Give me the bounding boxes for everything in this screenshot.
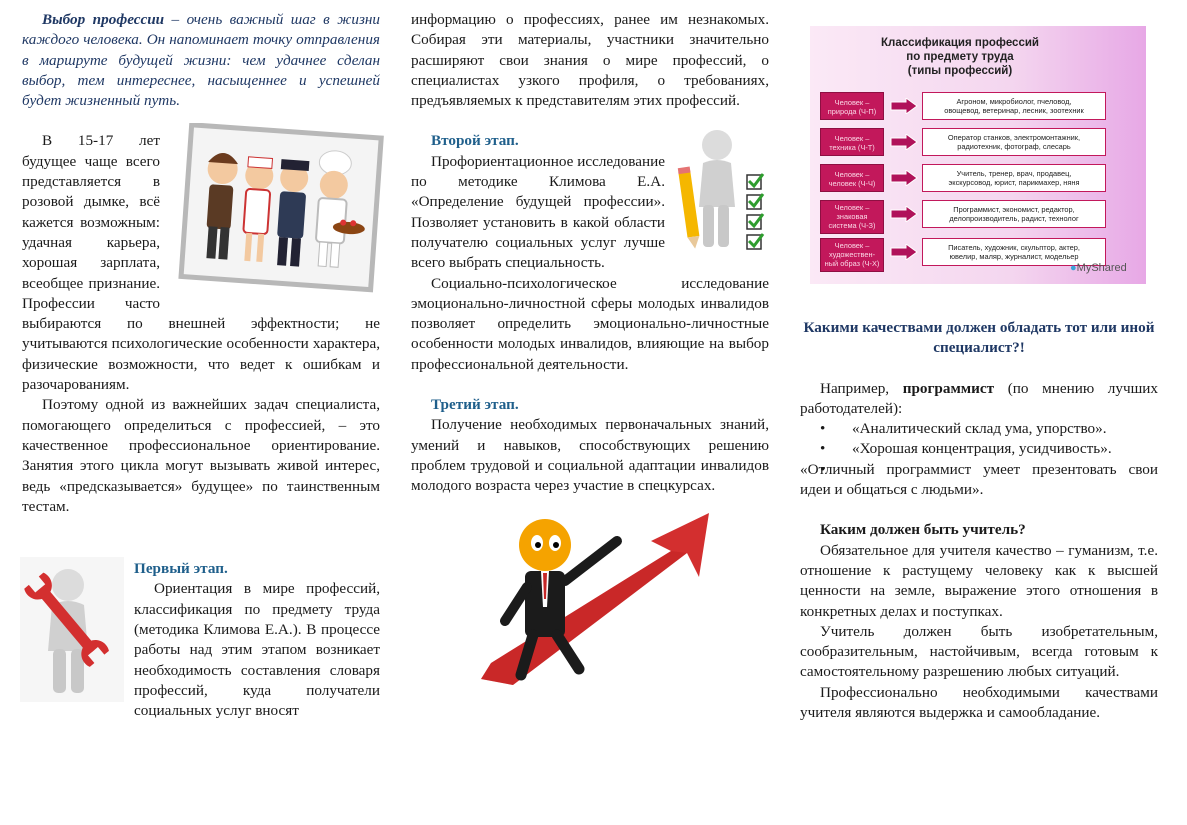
classification-type-label: человек (Ч-Ч) — [828, 179, 876, 188]
classification-desc-line: экскурсовод, юрист, парикмахер, няня — [948, 178, 1080, 187]
classification-title-line2: по предмету труда — [906, 51, 1014, 63]
classification-type-label: художествен- — [828, 250, 876, 259]
stage2-text: Профориентационное исследование по методике Климова Е.А. «Определение будущей профессии». Позволяет установить в какой области получателю социальных услуг лучше всего выбрать специальность. — [411, 152, 665, 272]
classification-type-label: ный образ (Ч-Х) — [824, 259, 880, 268]
classification-type-label: Человек – — [834, 203, 870, 212]
column-3 — [800, 10, 1158, 723]
success-arrow-image — [473, 507, 713, 687]
classification-type-label: Человек – — [834, 98, 870, 107]
classification-type-label: Человек – — [834, 134, 870, 143]
classification-type-box — [820, 164, 884, 192]
qualities-question: Какими качествами должен обладать тот или иной специалист?! — [803, 319, 1155, 357]
dictionary-continuation: информацию о профессиях, ранее им незнакомых. Собирая эти материалы, участники значительно расширяют свои знания о мире профессий, о специалистах узкого профиля, о требованиях, предъявляемых к представителям этих профессий. — [411, 11, 769, 110]
example-pre: Например, — [820, 379, 903, 397]
list-item: • «Отличный программист умеет презентовать свои идеи и общаться с людьми». — [800, 460, 1158, 501]
stage3-text: Получение необходимых первоначальных знаний, умений и навыков, способствующих решению проблем трудовой и социальной адаптации инвалидов молодого возраста через участие в спецкурсах. — [411, 416, 769, 495]
classification-type-box — [820, 200, 884, 234]
classification-type-label: знаковая — [836, 212, 868, 221]
arrow-right-icon — [890, 206, 918, 222]
paragraph-youth: В 15-17 лет будущее чаще всего представляется в розовой дымке, всё кажется возможным: удачная карьера, хорошая зарплата, всеобщее признание. Профессии часто выбираются по внешней эффектности; не учитываются психологические особенности характера, физические возможности, что ведет к ошибкам и разочарованиям. — [22, 132, 380, 394]
classification-type-label: техника (Ч-Т) — [829, 143, 875, 152]
paragraph-orientation: Поэтому одной из важнейших задач специалиста, помогающего определиться с профессией, – это качественное профессиональное ориентирование. Занятия этого цикла могут вызывать живой интерес, ведь «предсказывается» будущее» по таинственным тестам. — [22, 396, 380, 515]
arrow-right-icon — [890, 134, 918, 150]
classification-type-label: Человек – — [834, 241, 870, 250]
classification-type-label: система (Ч-З) — [828, 221, 876, 230]
classification-row — [810, 92, 1110, 124]
list-item: • «Аналитический склад ума, упорство». — [800, 419, 1158, 439]
classification-desc-line: делопроизводитель, радист, технолог — [949, 214, 1079, 223]
classification-desc-box — [922, 200, 1106, 228]
watermark-icon: ● — [1070, 262, 1077, 274]
column-1 — [22, 10, 380, 722]
watermark-text — [1070, 258, 1127, 278]
classification-desc-line: Программист, экономист, редактор, — [953, 205, 1075, 214]
stage1-title: Первый этап. — [134, 560, 228, 578]
classification-row — [810, 200, 1110, 232]
stage1-text: Ориентация в мире профессий, классификация по предмету труда (методика Климова Е.А.). В процессе работы над этим этапом возникает необходимость составления словаря профессий, куда получатели социальных услуг вносят — [134, 580, 380, 720]
classification-desc-line: Учитель, тренер, врач, продавец, — [956, 169, 1072, 178]
example-post: (по мнению лучших работодателей): — [800, 379, 1158, 417]
classification-desc-line: Оператор станков, электромонтажник, — [947, 133, 1081, 142]
classification-diagram — [810, 26, 1146, 284]
programmer-intro — [800, 379, 1158, 420]
checklist-figure-image — [675, 125, 773, 255]
classification-desc-box — [922, 92, 1106, 120]
stage3-title: Третий этап. — [431, 396, 519, 414]
intro-text: – очень важный шаг в жизни каждого человека. Он напоминает точку отправления в маршруте будущей жизни: чем удачнее сделан выбор, тем интереснее, насыщеннее и успешней будет жизненный путь. — [22, 11, 381, 110]
watermark-label: MyShared — [1076, 262, 1127, 274]
arrow-right-icon — [890, 244, 918, 260]
classification-type-box — [820, 92, 884, 120]
classification-type-box — [820, 238, 884, 272]
classification-desc-box — [922, 164, 1106, 192]
arrow-right-icon — [890, 98, 918, 114]
teacher-text-3: Профессионально необходимыми качествами учителя являются выдержка и самообладание. — [800, 683, 1158, 722]
teacher-text-2: Учитель должен быть изобретательным, сообразительным, настойчивым, всегда готовым к самостоятельному разрешению любых ситуаций. — [800, 622, 1158, 681]
programmer-qualities-list — [800, 419, 1158, 500]
list-item: • «Хорошая концентрация, усидчивость». — [800, 439, 1158, 459]
intro-bold: Выбор профессии — [42, 11, 165, 28]
example-bold: программист — [902, 379, 995, 397]
column-2 — [411, 10, 769, 687]
intro-paragraph — [22, 10, 380, 111]
stage2-title: Второй этап. — [431, 132, 519, 150]
stage2-text2: Социально-психологическое исследование эмоционально-личностной сферы молодых инвалидов позволяет определить эмоционально-личностные особенности молодых инвалидов, влияющие на выбор профессиональной деятельности. — [411, 274, 769, 373]
classification-row — [810, 164, 1110, 196]
classification-title-line1: Классификация профессий — [881, 37, 1039, 49]
classification-type-box — [820, 128, 884, 156]
classification-row — [810, 128, 1110, 160]
teacher-text-1: Обязательное для учителя качество – гуманизм, т.е. отношение к растущему человеку как к высшей ценности на земле, выражение этого отношения в конкретных делах и поступках. — [800, 541, 1158, 620]
classification-desc-line: Писатель, художник, скульптор, актер, — [948, 243, 1080, 252]
classification-title — [810, 36, 1110, 78]
classification-desc-line: овощевод, ветеринар, лесник, зоотехник — [944, 106, 1084, 115]
classification-type-label: Человек – — [834, 170, 870, 179]
wrench-figure-image — [20, 557, 124, 702]
classification-row — [810, 238, 1110, 270]
teacher-question: Каким должен быть учитель? — [820, 521, 1026, 539]
classification-title-line3: (типы профессий) — [907, 65, 1013, 77]
classification-desc-line: ювелир, маляр, журналист, модельер — [949, 252, 1079, 261]
classification-desc-line: радиотехник, фотограф, слесарь — [957, 142, 1071, 151]
professions-cartoon — [172, 123, 384, 295]
classification-desc-box — [922, 128, 1106, 156]
classification-desc-line: Агроном, микробиолог, пчеловод, — [956, 97, 1072, 106]
classification-type-label: природа (Ч-П) — [827, 107, 877, 116]
arrow-right-icon — [890, 170, 918, 186]
